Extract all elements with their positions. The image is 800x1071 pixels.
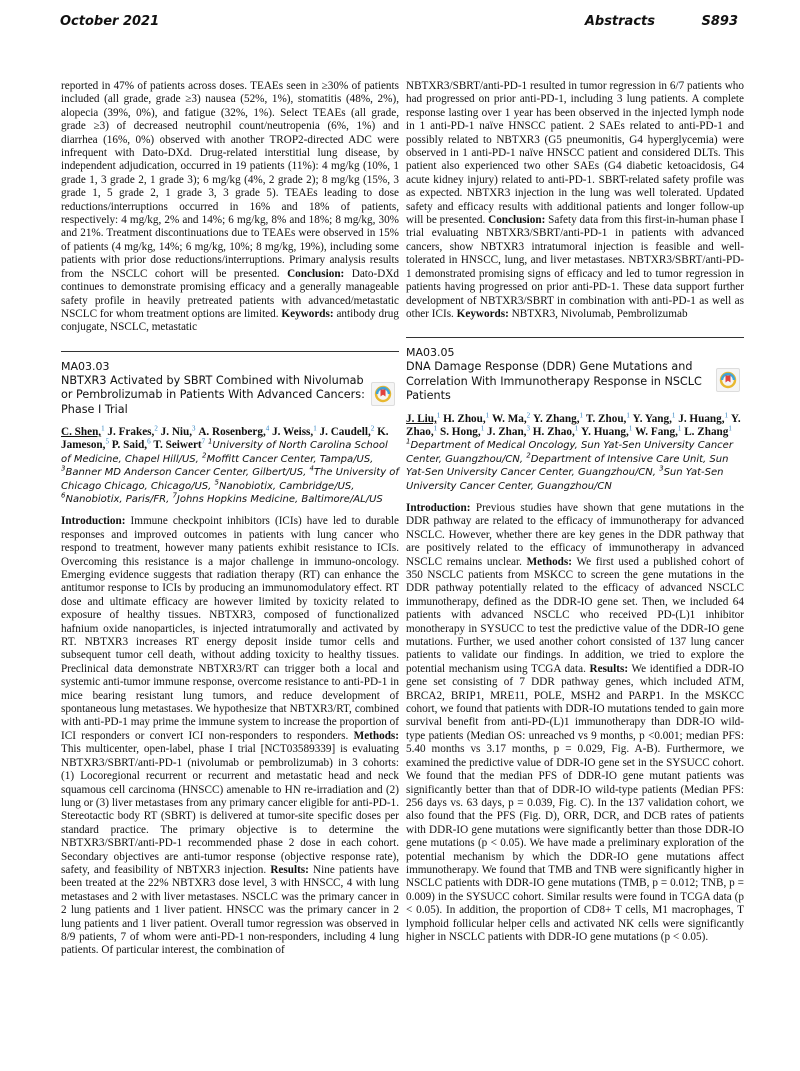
abstract-title: NBTXR3 Activated by SBRT Combined with Nivolumab or Pembrolizumab in Patients With Advanced Cancers: Phase I Trial bbox=[61, 373, 365, 416]
abstract-ma03-03 bbox=[61, 360, 399, 958]
prev-abstract-tail: reported in 47% of patients across doses. TEAEs seen in ≥30% of patients included (all grade, grade ≥3) nausea (52%, 1%), stomatitis (48%, 2%), alopecia (39%, 0%), and fatigue (32%, 1%). Select TEAEs (all grade, grade ≥3) of decreased neutrophil count/neutropenia (6%, 1%) and diarrhea (16%, 0%) observed with another TROP2-directed ADC were infrequent with Dato-DXd. Drug-related interstitial lung disease, by independent adjudication, occurred in 19 patients (11%): 4 mg/kg (10%, 1 grade 1, 3 grade 2, 1 grade 3); 6 mg/kg (4%, 2 grade 2); 8 mg/kg (15%, 3 grade 1, 5 grade 2, 1 grade 3, 3 grade 5). TEAEs leading to dose reductions/interruptions occurred in 16% and 18% of patients, respectively: 4 mg/kg, 2% and 14%; 6 mg/kg, 8% and 18%; 8 mg/kg, 30% and 21%. Treatment discontinuations due to TEAEs were observed in 15% of patients (4 mg/kg, 14%; 6 mg/kg, 10%; 8 mg/kg, 19%), including some patients with prior dose reductions/interruptions. Primary analysis results from the NSCLC cohort will be presented. Conclusion: Dato-DXd continues to demonstrate promising efficacy and a generally manageable safety profile in heavily pretreated patients with advanced/metastatic NSCLC for whom treatment options are limited. Keywords: antibody drug conjugate, NSCLC, metastatic bbox=[61, 80, 399, 334]
journal-date: October 2021 bbox=[60, 14, 160, 29]
page-number: S893 bbox=[701, 14, 738, 29]
right-column bbox=[406, 80, 744, 944]
affiliations: $^1$Department of Medical Oncology, Sun Yat-Sen University Cancer Center, Guangzhou/CN, $^2$Department of Intensive Care Unit, Sun Yat-Sen University Cancer Center, Guangzhou/CN, $^3$Sun Yat-Sen University Cancer Center, Guangzhou/CN bbox=[406, 438, 733, 492]
section-name: Abstracts bbox=[584, 14, 655, 29]
abstract-id: MA03.05 bbox=[406, 346, 455, 360]
abstract-ma03-03-continued: NBTXR3/SBRT/anti-PD-1 resulted in tumor regression in 6/7 patients who had progressed on prior anti-PD-1, including 3 lung patients. A complete response lasting over 1 year has been observed in the injected lymph node in 1 anti-PD-1 naïve HNSCC patient. 2 SAEs related to anti-PD-1 and possibly related to NBTXR3 (G5 pneumonitis, G4 hyperglycemia) were observed in 1 anti-PD-1 naïve HNSCC patient and considered DLTs. This patient also experienced two other SAEs (G4 diabetic ketoacidosis, G4 acute kidney injury) related to anti-PD-1. SBRT-related safety profile was as expected. NBTXR3 injection in the lung was well tolerated. Updated safety and efficacy results with additional patients and longer follow-up will be presented. Conclusion: Safety data from this first-in-human phase I trial evaluating NBTXR3/SBRT/anti-PD-1 in patients with advanced cancers, show NBTXR3 intratumoral injection is feasible and well-tolerated in HNSCC, lung, and liver metastases. NBTXR3/SBRT/anti-PD-1 demonstrated promising signs of efficacy and led to tumor regression in patients having progressed on prior anti-PD-1. These data support further development of NBTXR3/SBRT in combination with anti-PD-1 as well as other ICIs. Keywords: NBTXR3, Nivolumab, Pembrolizumab bbox=[406, 80, 745, 320]
section-divider bbox=[406, 337, 744, 338]
presenting-author: C. Shen, bbox=[61, 425, 102, 438]
check-for-updates-icon[interactable] bbox=[371, 382, 395, 406]
abstract-title: DNA Damage Response (DDR) Gene Mutations and Correlation With Immunotherapy Response in NSCLC Patients bbox=[406, 360, 702, 403]
author-list: J. Liu,$^1$ H. Zhou,$^1$ W. Ma,$^2$ Y. Zhang,$^1$ T. Zhou,$^1$ Y. Yang,$^1$ J. Huang,$^1$ Y. Zhao,$^1$ S. Hong,$^1$ J. Zhan,$^3$ H. Zhao,$^1$ Y. Huang,$^1$ W. Fang,$^1$ L. Zhang$^1$ $^1$Department of Medical Oncology, Sun Yat-Sen University Cancer Center, Guangzhou/CN, $^2$Department of Intensive Care Unit, Sun Yat-Sen University Cancer Center, Guangzhou/CN, $^3$Sun Yat-Sen University Cancer Center, Guangzhou/CN bbox=[406, 410, 741, 492]
abstract-ma03-05 bbox=[406, 346, 744, 944]
check-for-updates-icon[interactable] bbox=[716, 368, 740, 392]
affiliations: $^1$University of North Carolina School of Medicine, Chapel Hill/US, $^2$Moffitt Cancer Center, Tampa/US, $^3$Banner MD Anderson Cancer Center, Gilbert/US, $^4$The University of Chicago Chicago, Chicago/US, $^5$Nanobiotix, Cambridge/US, $^6$Nanobiotix, Paris/FR, $^7$Johns Hopkins Medicine, Baltimore/AL/US bbox=[61, 438, 399, 505]
running-header bbox=[60, 14, 740, 34]
abstract-body: Introduction: Previous studies have shown that gene mutations in the DDR pathway are related to the efficacy of immunotherapy for advanced NSCLC. However, whether there are key genes in the DDR pathway that are positively related to the efficacy of immunotherapy in advanced NSCLC remains unclear. Methods: We first used a published cohort of 350 NSCLC patients from MSKCC to screen the gene mutations in the DDR pathway potentially related to the efficacy of advanced NSCLC immunotherapy, defined as the DDR-IO gene set. Then, we included 64 patients with advanced NSCLC who received PD-(L)1 inhibitor monotherapy in SYSUCC to test the predictive value of the DDR-IO gene mutations. Further, we used another cohort consisted of 137 lung cancer patients to validate our findings. In addition, we tried to explore the potential mechanism using TCGA data. Results: We identified a DDR-IO gene set consisting of 7 DDR pathway genes, which included ATM, BRCA2, BRIP1, MRE11, POLE, MSH2 and PARP1. In the MSKCC cohort, we found that patients with DDR-IO mutations tended to gain more survival benefit from anti-PD-(L)1 immunotherapy than DDR-IO wild-type patients (Median OS: unreached vs 9 months, p <0.001; median PFS: 5.40 months vs 3.17 months, p = 0.029, Fig. A-B). Furthermore, we examined the predictive value of DDR-IO gene set in the SYSUCC cohort. We found that the median PFS of DDR-IO gene mutant patients was significantly better than that of DDR-IO wild-type patients (Median PFS: 256 days vs. 63 days, p = 0.039, Fig. C). In the 137 validation cohort, we also found that the PFS (Fig. D), ORR, DCR, and DCB rates of patients with DDR-IO gene mutations were significantly better than those DDR-IO gene mutations (p < 0.05). We have made a preliminary exploration of the potential mechanism by which the DDR-IO gene mutations affect immunotherapy. We found that TMB and TNB were significantly higher in NSCLC patients with DDR-IO gene mutations (TMB, p = 0.012; TNB, p = 0.009) in the SYSUCC cohort. Similar results were found in TCGA data (p < 0.05). In addition, the proportion of CD8+ T cells, M1 macrophages, T lymphoid follicular helper cells and activated NK cells were significantly higher in NSCLC patients with DDR-IO gene mutations (p < 0.05). bbox=[406, 501, 744, 943]
left-column bbox=[61, 80, 399, 958]
abstract-id: MA03.03 bbox=[61, 359, 110, 373]
abstract-body: Introduction: Immune checkpoint inhibitors (ICIs) have led to durable responses and improved outcomes in patients with lung cancer who respond to treatment, however many patients exhibit resistance to ICIs. Overcoming this resistance is a major challenge in immuno-oncology. Emerging evidence suggests that radiation therapy (RT) can enhance the antitumor response to ICIs by producing an immunomodulatory effect. RT dose and ultimate efficacy are however limited by toxicity related to exposure of healthy tissues. NBTXR3, composed of functionalized hafnium oxide nanoparticles, is injected intratumorally and activated by RT. NBTXR3 increases RT energy deposit inside tumor cells and subsequent tumor cell death, without adding toxicity to healthy tissues. Preclinical data demonstrate NBTXR3/RT can trigger both a local and systemic anti-tumor immune response, overcome resistance to anti-PD-1 in mice bearing resistant lung tumors, and reduce development of spontaneous lung metastases. We hypothesize that NBTXR3/RT, combined with anti-PD-1 may prime the immune system to increase the proportion of ICI responders or convert ICI non-responders to responders. Methods: This multicenter, open-label, phase I trial [NCT03589339] is evaluating NBTXR3/SBRT/anti-PD-1 (nivolumab or pembrolizumab) in 3 cohorts: (1) Locoregional recurrent or recurrent and metastatic head and neck squamous cell carcinoma (HNSCC) amenable to HN re-irradiation and (2) lung or (3) liver metastases from any primary cancer eligible for anti-PD-1. Stereotactic body RT (SBRT) is delivered at tumor-site specific doses per standard practice. The primary objective is to determine the NBTXR3/SBRT/anti-PD-1 recommended phase 2 dose in each cohort. Secondary objectives are anti-tumor response (objective response rate), safety, and feasibility of NBTXR3 injection. Results: Nine patients have been treated at the 22% NBTXR3 dose level, 3 with HNSCC, 4 with lung metastases and 2 with liver metastases. NSCLC was the primary cancer in 2 lung patients and 1 liver patient. HNSCC was the primary cancer in 2 lung patients and 1 liver patient. Overall tumor regression was observed in 8/9 patients, 7 of whom were anti-PD-1 non-responders, including 4 lung patients. Of particular interest, the combination of bbox=[61, 515, 400, 957]
presenting-author: J. Liu, bbox=[406, 412, 437, 425]
section-divider bbox=[61, 351, 399, 352]
author-list: C. Shen,$^1$ J. Frakes,$^2$ J. Niu,$^3$ A. Rosenberg,$^4$ J. Weiss,$^1$ J. Caudell,$^2$ K. Jameson,$^5$ P. Said,$^6$ T. Seiwert$^7$ $^1$University of North Carolina School of Medicine, Chapel Hill/US, $^2$Moffitt Cancer Center, Tampa/US, $^3$Banner MD Anderson Cancer Center, Gilbert/US, $^4$The University of Chicago Chicago, Chicago/US, $^5$Nanobiotix, Cambridge/US, $^6$Nanobiotix, Paris/FR, $^7$Johns Hopkins Medicine, Baltimore/AL/US bbox=[61, 424, 399, 505]
